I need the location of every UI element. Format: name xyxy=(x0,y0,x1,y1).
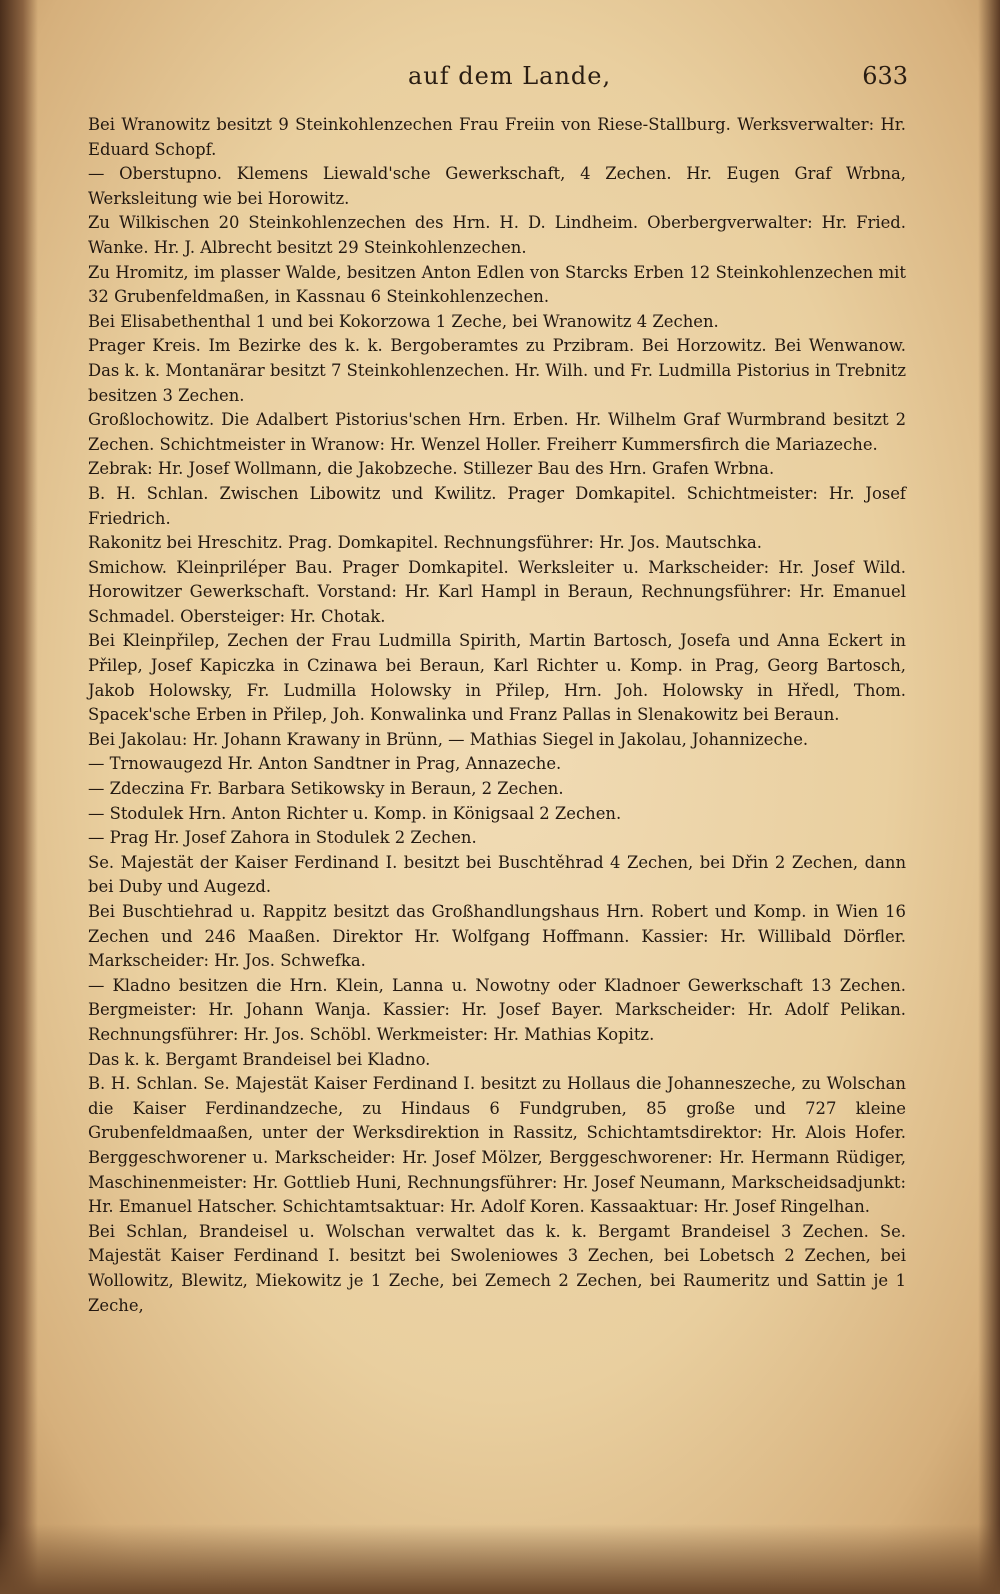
page-edge-shadow xyxy=(978,0,1000,1594)
paragraph: Zu Hromitz, im plasser Walde, besitzen Anton Edlen von Starcks Erben 12 Steinkohlenzechen mit 32 Grubenfeldmaßen, in Kassnau 6 Steinkohlenzechen. xyxy=(88,262,906,307)
paragraph: — Oberstupno. Klemens Liewald'sche Gewerkschaft, 4 Zechen. Hr. Eugen Graf Wrbna, Werksleitung wie bei Horowitz. xyxy=(88,164,906,208)
page-number: 633 xyxy=(862,62,908,90)
paragraph: Zebrak: Hr. Josef Wollmann, die Jakobzeche. Stillezer Bau des Hrn. Grafen Wrbna. xyxy=(88,459,775,479)
paragraph: — Kladno besitzen die Hrn. Klein, Lanna u. Nowotny oder Kladnoer Gewerkschaft 13 Zechen. Bergmeister: Hr. Johann Wanja. Kassier: Hr. Josef Bayer. Markscheider: Hr. Adolf Pelikan. Rechnungsführer: Hr. Jos. Schöbl. Werkmeister: Hr. Mathias Kopitz. xyxy=(88,975,906,1044)
paragraph: Rakonitz bei Hreschitz. Prag. Domkapitel. Rechnungsführer: Hr. Jos. Mautschka. xyxy=(88,533,762,553)
paragraph: — Zdeczina Fr. Barbara Setikowsky in Beraun, 2 Zechen. xyxy=(88,779,564,799)
paragraph: Das k. k. Bergamt Brandeisel bei Kladno. xyxy=(88,1049,431,1069)
paragraph: Se. Majestät der Kaiser Ferdinand I. besitzt bei Buschtěhrad 4 Zechen, bei Dřin 2 Zechen, dann bei Duby und Augezd. xyxy=(88,852,906,897)
paragraph: Bei Buschtiehrad u. Rappitz besitzt das Großhandlungshaus Hrn. Robert und Komp. in Wien 16 Zechen und 246 Maaßen. Direktor Hr. Wolfgang Hoffmann. Kassier: Hr. Willibald Dörfler. Markscheider: Hr. Jos. Schwefka. xyxy=(88,902,906,971)
page-header xyxy=(88,62,908,102)
paragraph: — Trnowaugezd Hr. Anton Sandtner in Prag, Annazeche. xyxy=(88,754,562,774)
paragraph: Bei Kleinpřilep, Zechen der Frau Ludmilla Spirith, Martin Bartosch, Josefa und Anna Eckert in Přilep, Josef Kapiczka in Czinawa bei Beraun, Karl Richter u. Komp. in Prag, Georg Bartosch, Jakob Holowsky, Fr. Ludmilla Holowsky in Přilep, Hrn. Joh. Holowsky in Hředl, Thom. Spacek'sche Erben in Přilep, Joh. Konwalinka und Franz Pallas in Slenakowitz bei Beraun. xyxy=(88,631,906,725)
paragraph: Smichow. Kleinpriléper Bau. Prager Domkapitel. Werksleiter u. Markscheider: Hr. Josef Wild. Horowitzer Gewerkschaft. Vorstand: Hr. Karl Hampl in Beraun, Rechnungsführer: Hr. Emanuel Schmadel. Obersteiger: Hr. Chotak. xyxy=(88,557,906,626)
paragraph: Prager Kreis. Im Bezirke des k. k. Bergoberamtes zu Przibram. Bei Horzowitz. Bei Wenwanow. Das k. k. Montanärar besitzt 7 Steinkohlenzechen. Hr. Wilh. und Fr. Ludmilla Pistorius in Trebnitz besitzen 3 Zechen. xyxy=(88,336,906,405)
paragraph: Bei Wranowitz besitzt 9 Steinkohlenzechen Frau Freiin von Riese-Stallburg. Werksverwalter: Hr. Eduard Schopf. xyxy=(88,115,906,159)
paragraph: Bei Jakolau: Hr. Johann Krawany in Brünn, — Mathias Siegel in Jakolau, Johannizeche. xyxy=(88,729,809,749)
page-binding-shadow xyxy=(0,0,38,1594)
paragraph: Bei Schlan, Brandeisel u. Wolschan verwaltet das k. k. Bergamt Brandeisel 3 Zechen. Se. Majestät Kaiser Ferdinand I. besitzt bei Swoleniowes 3 Zechen, bei Lobetsch 2 Zechen, bei Wollowitz, Blewitz, Miekowitz je 1 Zeche, bei Zemech 2 Zechen, bei Raumeritz und Sattin je 1 Zeche, xyxy=(88,1221,906,1315)
page-bottom-shadow xyxy=(0,1524,1000,1594)
paragraph: Großlochowitz. Die Adalbert Pistorius'schen Hrn. Erben. Hr. Wilhelm Graf Wurmbrand besitzt 2 Zechen. Schichtmeister in Wranow: Hr. Wenzel Holler. Freiherr Kummersfirch die Mariazeche. xyxy=(88,410,906,454)
running-head: auf dem Lande, xyxy=(408,62,612,90)
paragraph: Zu Wilkischen 20 Steinkohlenzechen des Hrn. H. D. Lindheim. Oberbergverwalter: Hr. Fried. Wanke. Hr. J. Albrecht besitzt 29 Steinkohlenzechen. xyxy=(88,213,906,257)
paragraph: B. H. Schlan. Se. Majestät Kaiser Ferdinand I. besitzt zu Hollaus die Johanneszeche, zu Wolschan die Kaiser Ferdinandzeche, zu Hindaus 6 Fundgruben, 85 große und 727 kleine Grubenfeldmaaßen, unter der Werksdirektion in Rassitz, Schichtamtsdirektor: Hr. Alois Hofer. Berggeschworener u. Markscheider: Hr. Josef Mölzer, Berggeschworener: Hr. Hermann Rüdiger, Maschinenmeister: Hr. Gottlieb Huni, Rechnungsführer: Hr. Josef Neumann, Markscheidsadjunkt: Hr. Emanuel Hatscher. Schichtamtsaktuar: Hr. Adolf Koren. Kassaaktuar: Hr. Josef Ringelhan. xyxy=(88,1074,906,1217)
paragraph: — Stodulek Hrn. Anton Richter u. Komp. in Königsaal 2 Zechen. xyxy=(88,803,622,823)
paragraph: B. H. Schlan. Zwischen Libowitz und Kwilitz. Prager Domkapitel. Schichtmeister: Hr. Josef Friedrich. xyxy=(88,483,906,528)
paragraph: — Prag Hr. Josef Zahora in Stodulek 2 Zechen. xyxy=(88,828,477,848)
page-body xyxy=(88,113,906,1318)
paragraph: Bei Elisabethenthal 1 und bei Kokorzowa 1 Zeche, bei Wranowitz 4 Zechen. xyxy=(88,311,719,331)
